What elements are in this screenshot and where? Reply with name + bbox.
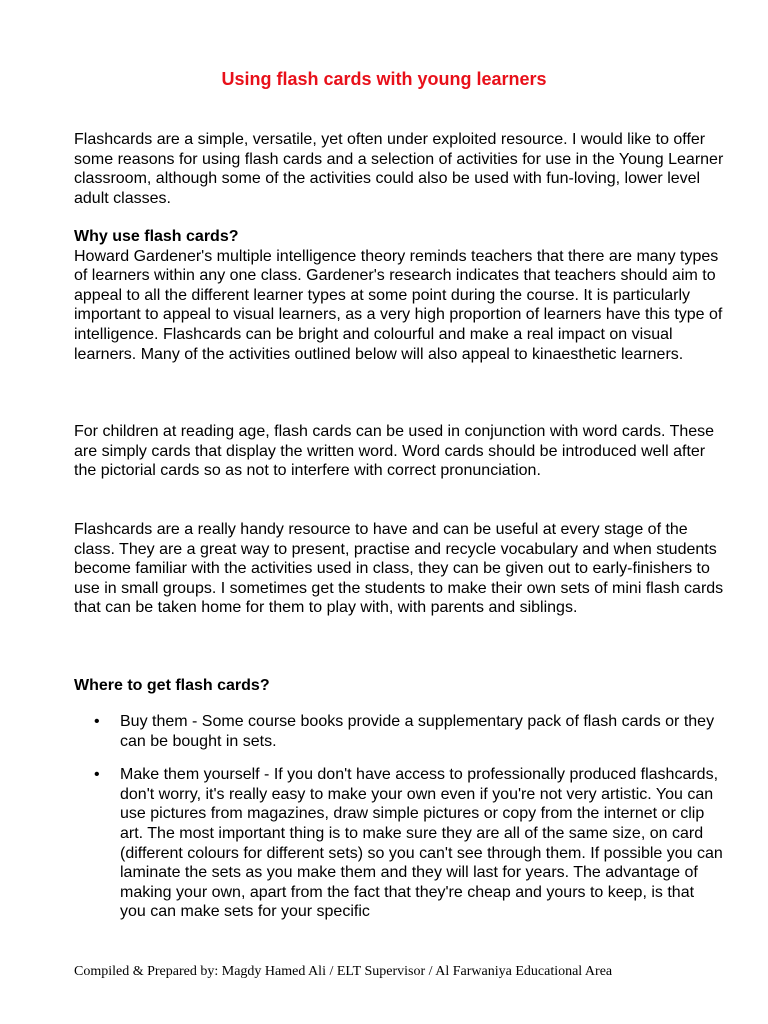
where-bullet-list <box>74 712 724 936</box>
why-paragraph: Howard Gardener's multiple intelligence theory reminds teachers that there are many types of learners within any one class. Gardener's research indicates that teachers should aim to appeal to all the different learner types at some point during the course. It is particularly important to appeal to visual learners, as a very high proportion of learners have this type of intelligence. Flashcards can be bright and colourful and make a real impact on visual learners. Many of the activities outlined below will also appeal to kinaesthetic learners. <box>74 247 723 363</box>
handy-section <box>74 520 724 618</box>
where-section <box>74 676 724 696</box>
bullet-icon: • <box>94 766 100 784</box>
intro-paragraph-block <box>74 130 724 208</box>
list-item <box>74 712 724 751</box>
document-title: Using flash cards with young learners <box>221 69 547 89</box>
page-footer: Compiled & Prepared by: Magdy Hamed Ali / ELT Supervisor / Al Farwaniya Educational Area <box>74 964 613 979</box>
intro-paragraph: Flashcards are a simple, versatile, yet often under exploited resource. I would like to offer some reasons for using flash cards and a selection of activities for use in the Young Learner classroom, although some of the activities could also be used with fun-loving, lower level adult classes. <box>74 131 724 207</box>
why-heading: Why use flash cards? <box>74 228 239 245</box>
list-item <box>74 765 724 922</box>
bullet-text: Buy them - Some course books provide a supplementary pack of flash cards or they can be bought in sets. <box>120 713 715 750</box>
bullet-text: Make them yourself - If you don't have access to professionally produced flashcards, don't worry, it's really easy to make your own even if you're not very artistic. You can use pictures from magazines, draw simple pictures or copy from the internet or clip art. The most important thing is to make sure they are all of the same size, on card (different colours for different sets) so you can't see through them. If possible you can laminate the sets as you make them and they will last for years. The advantage of making your own, apart from the fact that they're cheap and yours to keep, is that you can make sets for your specific <box>120 766 723 921</box>
where-heading: Where to get flash cards? <box>74 677 270 694</box>
bullet-icon: • <box>94 713 100 730</box>
handy-paragraph: Flashcards are a really handy resource to have and can be useful at every stage of the class. They are a great way to present, practise and recycle vocabulary and when students become familiar with the activities used in class, they can be given out to early-finishers to use in small groups. I sometimes get the students to make their own sets of mini flash cards that can be taken home for them to play with, with parents and siblings. <box>74 521 724 617</box>
why-section <box>74 227 724 364</box>
reading-section <box>74 422 724 481</box>
reading-paragraph: For children at reading age, flash cards can be used in conjunction with word cards. These are simply cards that display the written word. Word cards should be introduced well after the pictorial cards so as not to interfere with correct pronunciation. <box>74 423 715 480</box>
